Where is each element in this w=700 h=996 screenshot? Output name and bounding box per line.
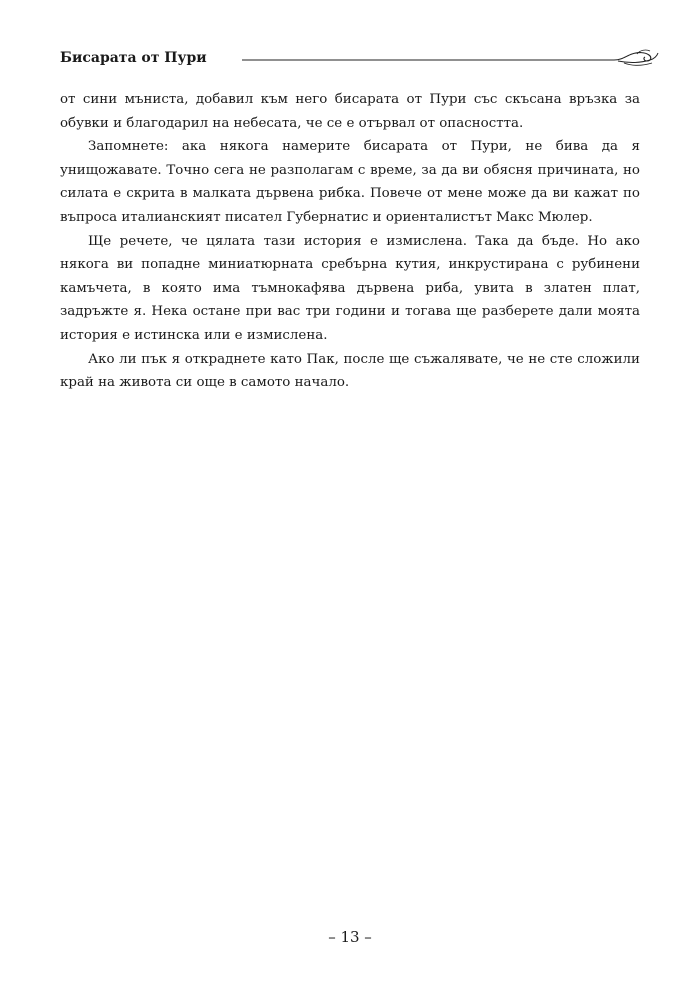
paragraph: Ще речете, че цялата тази история е измислена. Така да бъде. Но ако някога ви попадне миниатюрната сребърна кутия, инкрустирана с рубинени камъчета, в която има тъмнокафява дървена риба, увита в златен плат, задръжте я. Нека остане при вас три години и тогава ще разберете дали моята история е истинска или е измислена. <box>60 233 640 343</box>
paragraph: от сини мъниста, добавил към него бисарата от Пури със скъсана връзка за обувки и благодарил на небесата, че се е отървал от опасността. <box>60 92 640 131</box>
running-header-title: Бисарата от Пури <box>60 50 207 66</box>
running-header <box>60 46 660 74</box>
paragraph: Запомнете: ака някога намерите бисарата от Пури, не бива да я унищожавате. Точно сега не разполагам с време, за да ви обясня причината, но силата е скрита в малката дървена рибка. Повече от мене може да ви кажат по въпроса италианският писател Губернатис и ориенталистът Макс Мюлер. <box>60 139 640 225</box>
page-body <box>60 88 640 395</box>
page-number: – 13 – <box>328 928 372 946</box>
paragraph: Ако ли пък я откраднете като Пак, после ще съжалявате, че не сте сложили край на живота си още в самото начало. <box>60 351 640 391</box>
flourish-ornament-icon <box>242 46 660 74</box>
